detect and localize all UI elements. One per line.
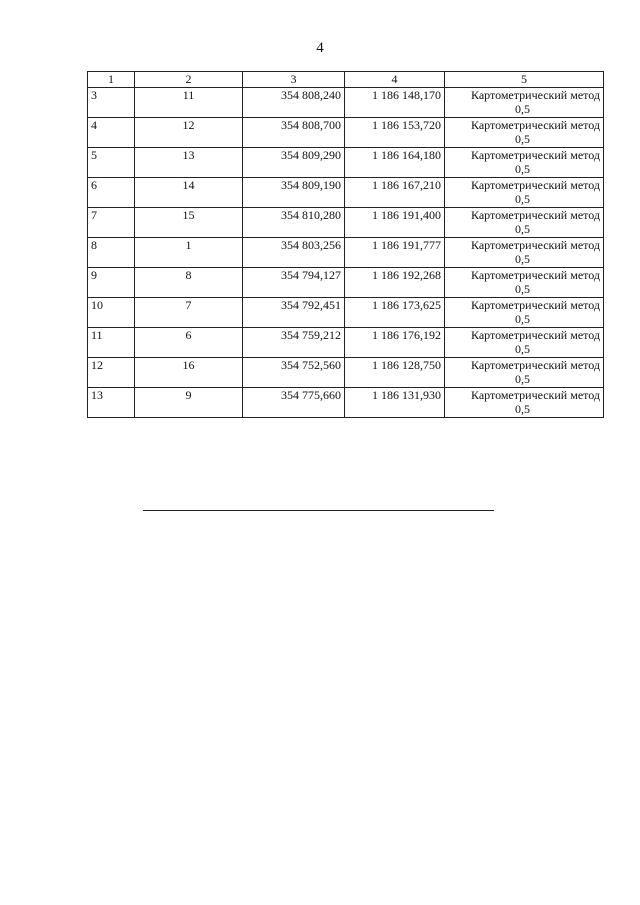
y-coordinate-cell: 1 186 192,268 (345, 268, 445, 298)
method-cell (445, 268, 604, 298)
method-text: Картометрический метод (470, 358, 600, 372)
row-number-cell: 4 (88, 118, 135, 148)
table-row (88, 388, 604, 418)
method-cell (445, 148, 604, 178)
point-number-cell: 8 (135, 268, 243, 298)
column-header-1: 1 (88, 72, 135, 88)
point-number-cell: 7 (135, 298, 243, 328)
row-number-cell: 8 (88, 238, 135, 268)
accuracy-text: 0,5 (515, 192, 530, 206)
method-cell (445, 178, 604, 208)
method-cell (445, 208, 604, 238)
row-number-cell: 7 (88, 208, 135, 238)
accuracy-text: 0,5 (515, 132, 530, 146)
row-number-cell: 3 (88, 88, 135, 118)
row-number-cell: 12 (88, 358, 135, 388)
y-coordinate-cell: 1 186 191,777 (345, 238, 445, 268)
x-coordinate-cell: 354 810,280 (243, 208, 345, 238)
accuracy-text: 0,5 (515, 102, 530, 116)
y-coordinate-cell: 1 186 173,625 (345, 298, 445, 328)
table-row (88, 328, 604, 358)
table-header-row (88, 72, 604, 88)
point-number-cell: 16 (135, 358, 243, 388)
y-coordinate-cell: 1 186 176,192 (345, 328, 445, 358)
point-number-cell: 1 (135, 238, 243, 268)
y-coordinate-cell: 1 186 164,180 (345, 148, 445, 178)
point-number-cell: 12 (135, 118, 243, 148)
x-coordinate-cell: 354 803,256 (243, 238, 345, 268)
method-text: Картометрический метод (470, 328, 600, 342)
method-cell (445, 358, 604, 388)
method-text: Картометрический метод (470, 208, 600, 222)
y-coordinate-cell: 1 186 128,750 (345, 358, 445, 388)
x-coordinate-cell: 354 759,212 (243, 328, 345, 358)
page-number: 4 (316, 40, 324, 56)
table-row (88, 118, 604, 148)
column-header-5: 5 (445, 72, 604, 88)
x-coordinate-cell: 354 809,190 (243, 178, 345, 208)
method-cell (445, 328, 604, 358)
y-coordinate-cell: 1 186 131,930 (345, 388, 445, 418)
method-cell (445, 88, 604, 118)
x-coordinate-cell: 354 794,127 (243, 268, 345, 298)
point-number-cell: 11 (135, 88, 243, 118)
method-text: Картометрический метод (470, 238, 600, 252)
table-row (88, 208, 604, 238)
x-coordinate-cell: 354 775,660 (243, 388, 345, 418)
accuracy-text: 0,5 (515, 252, 530, 266)
method-text: Картометрический метод (470, 178, 600, 192)
point-number-cell: 9 (135, 388, 243, 418)
end-of-document-line (143, 510, 494, 511)
y-coordinate-cell: 1 186 153,720 (345, 118, 445, 148)
y-coordinate-cell: 1 186 148,170 (345, 88, 445, 118)
method-text: Картометрический метод (470, 298, 600, 312)
method-cell (445, 118, 604, 148)
x-coordinate-cell: 354 809,290 (243, 148, 345, 178)
table-row (88, 178, 604, 208)
column-header-4: 4 (345, 72, 445, 88)
accuracy-text: 0,5 (515, 312, 530, 326)
accuracy-text: 0,5 (515, 342, 530, 356)
point-number-cell: 6 (135, 328, 243, 358)
method-text: Картометрический метод (470, 148, 600, 162)
method-cell (445, 388, 604, 418)
x-coordinate-cell: 354 792,451 (243, 298, 345, 328)
y-coordinate-cell: 1 186 167,210 (345, 178, 445, 208)
method-text: Картометрический метод (470, 118, 600, 132)
point-number-cell: 15 (135, 208, 243, 238)
method-text: Картометрический метод (470, 88, 600, 102)
y-coordinate-cell: 1 186 191,400 (345, 208, 445, 238)
row-number-cell: 11 (88, 328, 135, 358)
accuracy-text: 0,5 (515, 402, 530, 416)
table-row (88, 268, 604, 298)
row-number-cell: 9 (88, 268, 135, 298)
row-number-cell: 6 (88, 178, 135, 208)
row-number-cell: 13 (88, 388, 135, 418)
column-header-2: 2 (135, 72, 243, 88)
table-row (88, 88, 604, 118)
column-header-3: 3 (243, 72, 345, 88)
coordinates-table (87, 71, 604, 418)
point-number-cell: 14 (135, 178, 243, 208)
method-text: Картометрический метод (470, 388, 600, 402)
accuracy-text: 0,5 (515, 282, 530, 296)
method-cell (445, 298, 604, 328)
table-row (88, 238, 604, 268)
table-row (88, 298, 604, 328)
point-number-cell: 13 (135, 148, 243, 178)
table-row (88, 148, 604, 178)
method-cell (445, 238, 604, 268)
accuracy-text: 0,5 (515, 372, 530, 386)
table-row (88, 358, 604, 388)
accuracy-text: 0,5 (515, 162, 530, 176)
accuracy-text: 0,5 (515, 222, 530, 236)
row-number-cell: 5 (88, 148, 135, 178)
method-text: Картометрический метод (470, 268, 600, 282)
x-coordinate-cell: 354 808,240 (243, 88, 345, 118)
x-coordinate-cell: 354 808,700 (243, 118, 345, 148)
row-number-cell: 10 (88, 298, 135, 328)
x-coordinate-cell: 354 752,560 (243, 358, 345, 388)
